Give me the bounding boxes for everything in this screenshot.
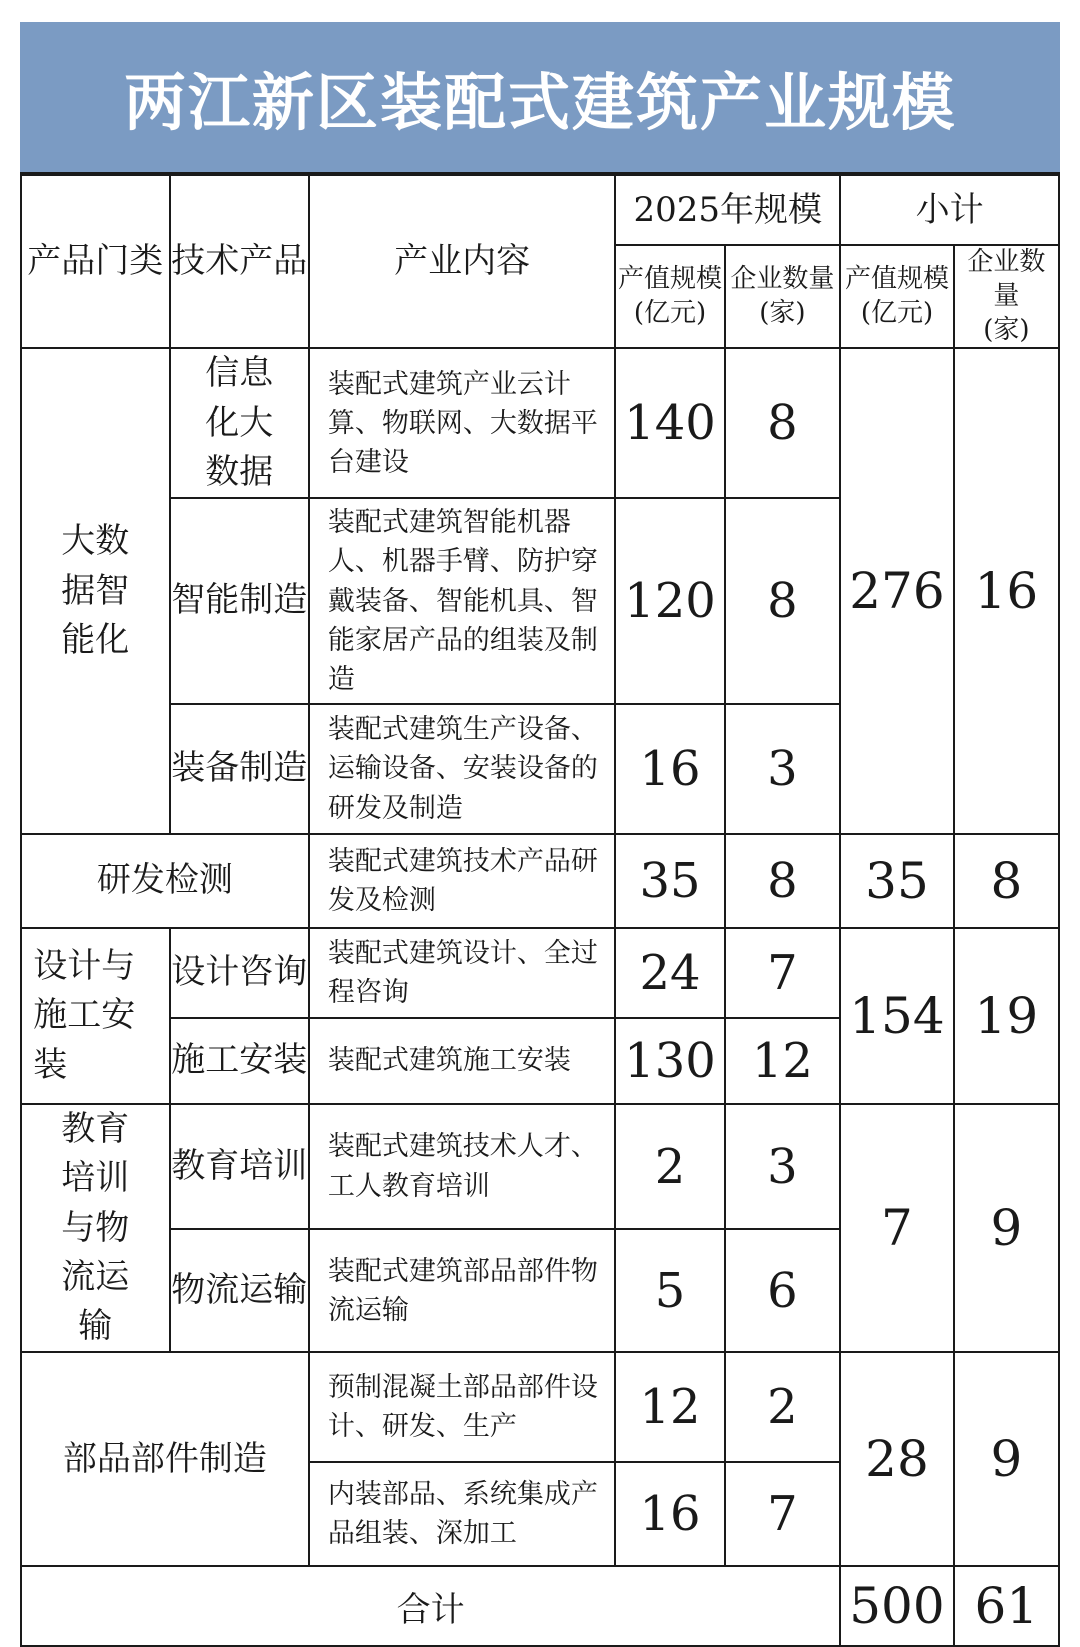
value-cell: 130 (615, 1018, 724, 1104)
count-cell: 8 (725, 498, 841, 704)
category-cell: 设计与施工安装 (21, 928, 170, 1104)
header-count-subtotal: 企业数量 (家) (954, 245, 1059, 348)
value-cell: 120 (615, 498, 724, 704)
table-row (21, 348, 1059, 498)
content-cell: 装配式建筑部品部件物流运输 (309, 1229, 615, 1352)
header-category: 产品门类 (21, 175, 170, 348)
value-cell: 16 (615, 704, 724, 834)
content-cell: 装配式建筑产业云计算、物联网、大数据平台建设 (309, 348, 615, 498)
content-cell: 装配式建筑技术产品研发及检测 (309, 834, 615, 928)
table-row (21, 1104, 1059, 1229)
subtotal-count-cell: 16 (954, 348, 1059, 834)
header-content: 产业内容 (309, 175, 615, 348)
count-cell: 3 (725, 704, 841, 834)
subtotal-count-cell: 8 (954, 834, 1059, 928)
subtotal-count-cell: 19 (954, 928, 1059, 1104)
subtotal-value-cell: 28 (840, 1352, 953, 1566)
header-product: 技术产品 (170, 175, 309, 348)
table-row (21, 1352, 1059, 1462)
product-cell: 设计咨询 (170, 928, 309, 1018)
category-cell: 研发检测 (21, 834, 309, 928)
product-cell: 信息化大数据 (170, 348, 309, 498)
value-cell: 35 (615, 834, 724, 928)
value-cell: 12 (615, 1352, 724, 1462)
count-cell: 7 (725, 1462, 841, 1566)
subtotal-value-cell: 276 (840, 348, 953, 834)
content-cell: 内装部品、系统集成产品组装、深加工 (309, 1462, 615, 1566)
product-cell: 教育培训 (170, 1104, 309, 1229)
count-cell: 3 (725, 1104, 841, 1229)
count-cell: 2 (725, 1352, 841, 1462)
value-cell: 16 (615, 1462, 724, 1566)
content-cell: 装配式建筑智能机器人、机器手臂、防护穿戴装备、智能机具、智能家居产品的组装及制造 (309, 498, 615, 704)
header-count-2025: 企业数量 (家) (725, 245, 841, 348)
total-row (21, 1566, 1059, 1646)
product-cell: 施工安装 (170, 1018, 309, 1104)
count-cell: 12 (725, 1018, 841, 1104)
header-subtotal: 小计 (840, 175, 1059, 245)
subtotal-value-cell: 35 (840, 834, 953, 928)
subtotal-count-cell: 9 (954, 1104, 1059, 1352)
content-cell: 装配式建筑生产设备、运输设备、安装设备的研发及制造 (309, 704, 615, 834)
page-title: 两江新区装配式建筑产业规模 (123, 65, 956, 139)
content-cell: 装配式建筑技术人才、工人教育培训 (309, 1104, 615, 1229)
value-cell: 5 (615, 1229, 724, 1352)
header-scale-2025: 2025年规模 (615, 175, 840, 245)
product-cell: 物流运输 (170, 1229, 309, 1352)
header-value-subtotal: 产值规模 (亿元) (840, 245, 953, 348)
count-cell: 8 (725, 834, 841, 928)
header-value-2025: 产值规模 (亿元) (615, 245, 724, 348)
content-cell: 预制混凝土部品部件设计、研发、生产 (309, 1352, 615, 1462)
table-row (21, 834, 1059, 928)
table-row (21, 928, 1059, 1018)
subtotal-value-cell: 7 (840, 1104, 953, 1352)
total-label: 合计 (21, 1566, 840, 1646)
count-cell: 8 (725, 348, 841, 498)
count-cell: 6 (725, 1229, 841, 1352)
value-cell: 24 (615, 928, 724, 1018)
content-cell: 装配式建筑设计、全过程咨询 (309, 928, 615, 1018)
value-cell: 2 (615, 1104, 724, 1229)
subtotal-count-cell: 9 (954, 1352, 1059, 1566)
title-bar (20, 22, 1060, 174)
total-count-cell: 61 (954, 1566, 1059, 1646)
product-cell: 智能制造 (170, 498, 309, 704)
total-value-cell: 500 (840, 1566, 953, 1646)
category-cell: 部品部件制造 (21, 1352, 309, 1566)
content-cell: 装配式建筑施工安装 (309, 1018, 615, 1104)
category-cell: 大数据智能化 (21, 348, 170, 834)
value-cell: 140 (615, 348, 724, 498)
count-cell: 7 (725, 928, 841, 1018)
subtotal-value-cell: 154 (840, 928, 953, 1104)
category-cell: 教育培训与物流运输 (21, 1104, 170, 1352)
industry-scale-table (20, 174, 1060, 1647)
product-cell: 装备制造 (170, 704, 309, 834)
